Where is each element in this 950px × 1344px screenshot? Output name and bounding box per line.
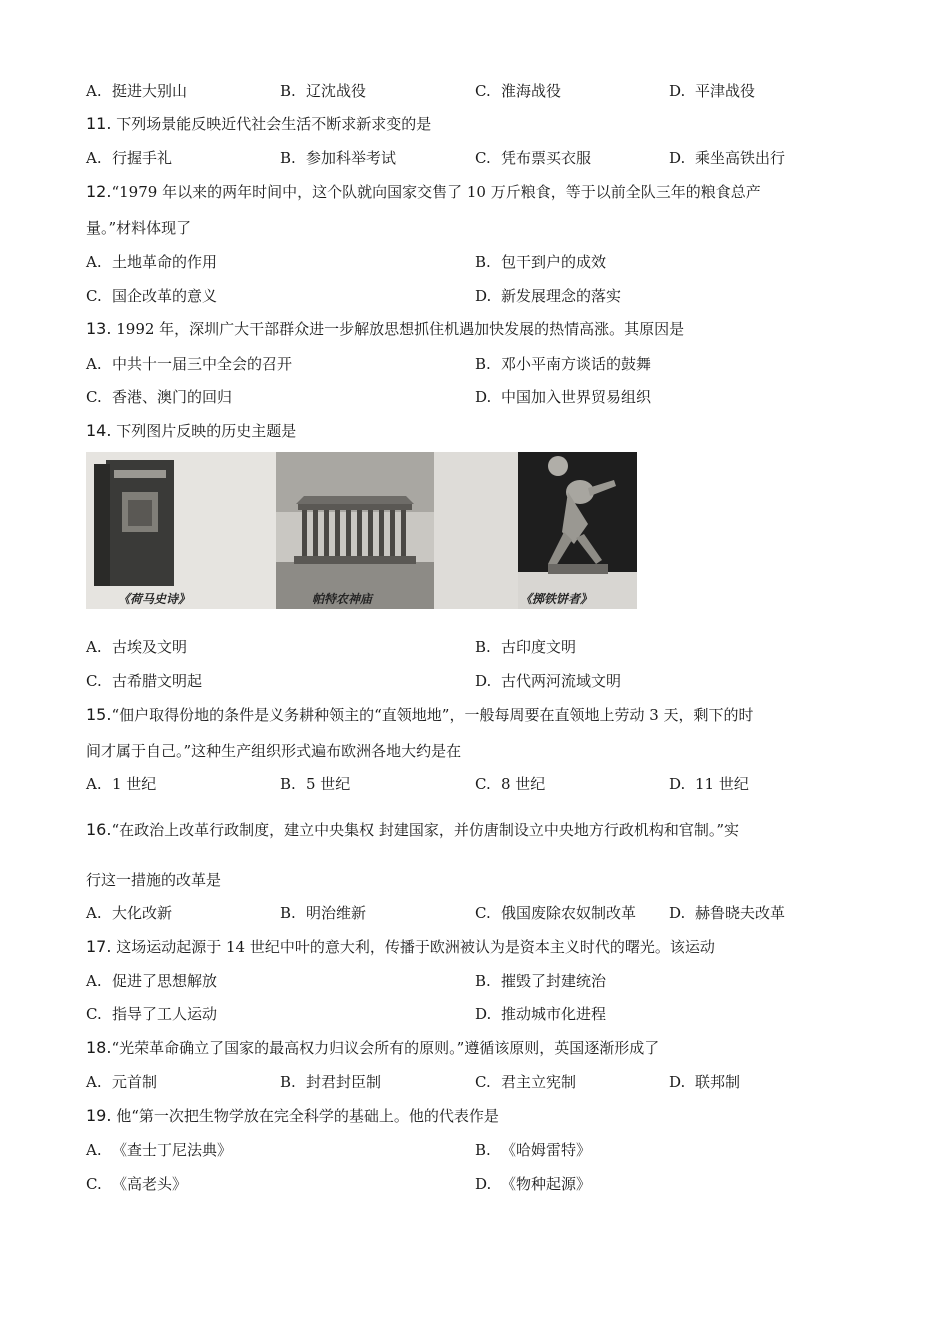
q17-option-c: C. 指导了工人运动 [86, 1005, 218, 1023]
q19-option-b: B. 《哈姆雷特》 [475, 1141, 592, 1159]
homer-epic-caption: 《荷马史诗》 [118, 592, 191, 606]
q19-option-c: C. 《高老头》 [86, 1175, 188, 1193]
q18-option-a: A. 元首制 [86, 1073, 158, 1091]
q14-option-b: B. 古印度文明 [475, 638, 577, 656]
book-illustration [86, 452, 276, 609]
q13-option-d: D. 中国加入世界贸易组织 [475, 388, 652, 406]
q15-option-b: B. 5 世纪 [280, 775, 351, 793]
q11-option-a: A. 行握手礼 [86, 149, 173, 167]
q11-option-b: B. 参加科举考试 [280, 149, 397, 167]
q15-option-c: C. 8 世纪 [475, 775, 546, 793]
q16-stem-cont: 行这一措施的改革是 [86, 871, 222, 889]
q16-option-c: C. 俄国废除农奴制改革 [475, 904, 637, 922]
q14-stem: 14. 下列图片反映的历史主题是 [86, 421, 297, 440]
q10-option-c: C. 淮海战役 [475, 82, 562, 100]
q19-stem: 19. 他“第一次把生物学放在完全科学的基础上。他的代表作是 [86, 1106, 499, 1125]
q17-option-b: B. 摧毁了封建统治 [475, 972, 607, 990]
q11-option-d: D. 乘坐高铁出行 [669, 149, 786, 167]
q16-option-a: A. 大化改新 [86, 904, 173, 922]
q18-option-b: B. 封君封臣制 [280, 1073, 382, 1091]
q12-option-b: B. 包干到户的成效 [475, 253, 607, 271]
homer-epic-image [86, 452, 276, 609]
q12-stem-cont: 量。”材料体现了 [86, 219, 192, 237]
q14-option-c: C. 古希腊文明起 [86, 672, 203, 690]
q12-option-c: C. 国企改革的意义 [86, 287, 218, 305]
q18-option-d: D. 联邦制 [669, 1073, 741, 1091]
q15-option-a: A. 1 世纪 [86, 775, 157, 793]
q15-stem-cont: 间才属于自己。”这种生产组织形式遍布欧洲各地大约是在 [86, 742, 462, 760]
q12-stem: 12.“1979 年以来的两年时间中，这个队就向国家交售了 10 万斤粮食，等于以前全队三年的粮食总产 [86, 182, 761, 201]
q17-option-a: A. 促进了思想解放 [86, 972, 218, 990]
q10-option-b: B. 辽沈战役 [280, 82, 367, 100]
discobolus-image [518, 452, 637, 609]
parthenon-caption: 帕特农神庙 [312, 592, 373, 606]
q13-stem: 13. 1992 年，深圳广大干部群众进一步解放思想抓住机遇加快发展的热情高涨。其原因是 [86, 319, 685, 338]
q12-option-d: D. 新发展理念的落实 [475, 287, 622, 305]
q15-stem: 15.“佃户取得份地的条件是义务耕种领主的“直领地地”，一般每周要在直领地上劳动 3 天，剩下的时 [86, 705, 754, 724]
q15-option-d: D. 11 世纪 [669, 775, 749, 793]
q16-option-b: B. 明治维新 [280, 904, 367, 922]
q13-option-c: C. 香港、澳门的回归 [86, 388, 233, 406]
q16-option-d: D. 赫鲁晓夫改革 [669, 904, 786, 922]
discobolus-illustration [518, 452, 637, 609]
q13-option-b: B. 邓小平南方谈话的鼓舞 [475, 355, 652, 373]
q19-option-a: A. 《查士丁尼法典》 [86, 1141, 233, 1159]
q19-option-d: D. 《物种起源》 [475, 1175, 592, 1193]
q17-stem: 17. 这场运动起源于 14 世纪中叶的意大利，传播于欧洲被认为是资本主义时代的曙光。该运动 [86, 937, 715, 956]
q14-figure [86, 452, 637, 609]
q11-stem: 11. 下列场景能反映近代社会生活不断求新求变的是 [86, 114, 432, 133]
q14-option-d: D. 古代两河流域文明 [475, 672, 622, 690]
q16-stem: 16.“在政治上改革行政制度，建立中央集权 封建国家，并仿唐制设立中央地方行政机构和官制。”实 [86, 820, 740, 839]
q18-option-c: C. 君主立宪制 [475, 1073, 577, 1091]
q10-option-d: D. 平津战役 [669, 82, 756, 100]
q17-option-d: D. 推动城市化进程 [475, 1005, 607, 1023]
q13-option-a: A. 中共十一届三中全会的召开 [86, 355, 293, 373]
parthenon-image [276, 452, 434, 609]
q12-option-a: A. 土地革命的作用 [86, 253, 218, 271]
q18-stem: 18.“光荣革命确立了国家的最高权力归议会所有的原则。”遵循该原则，英国逐渐形成了 [86, 1038, 660, 1057]
q11-option-c: C. 凭布票买衣服 [475, 149, 592, 167]
q14-option-a: A. 古埃及文明 [86, 638, 188, 656]
q10-option-a: A. 挺进大别山 [86, 82, 188, 100]
figure-gap [434, 452, 518, 609]
parthenon-illustration [276, 452, 434, 609]
discobolus-caption: 《掷铁饼者》 [520, 592, 593, 606]
